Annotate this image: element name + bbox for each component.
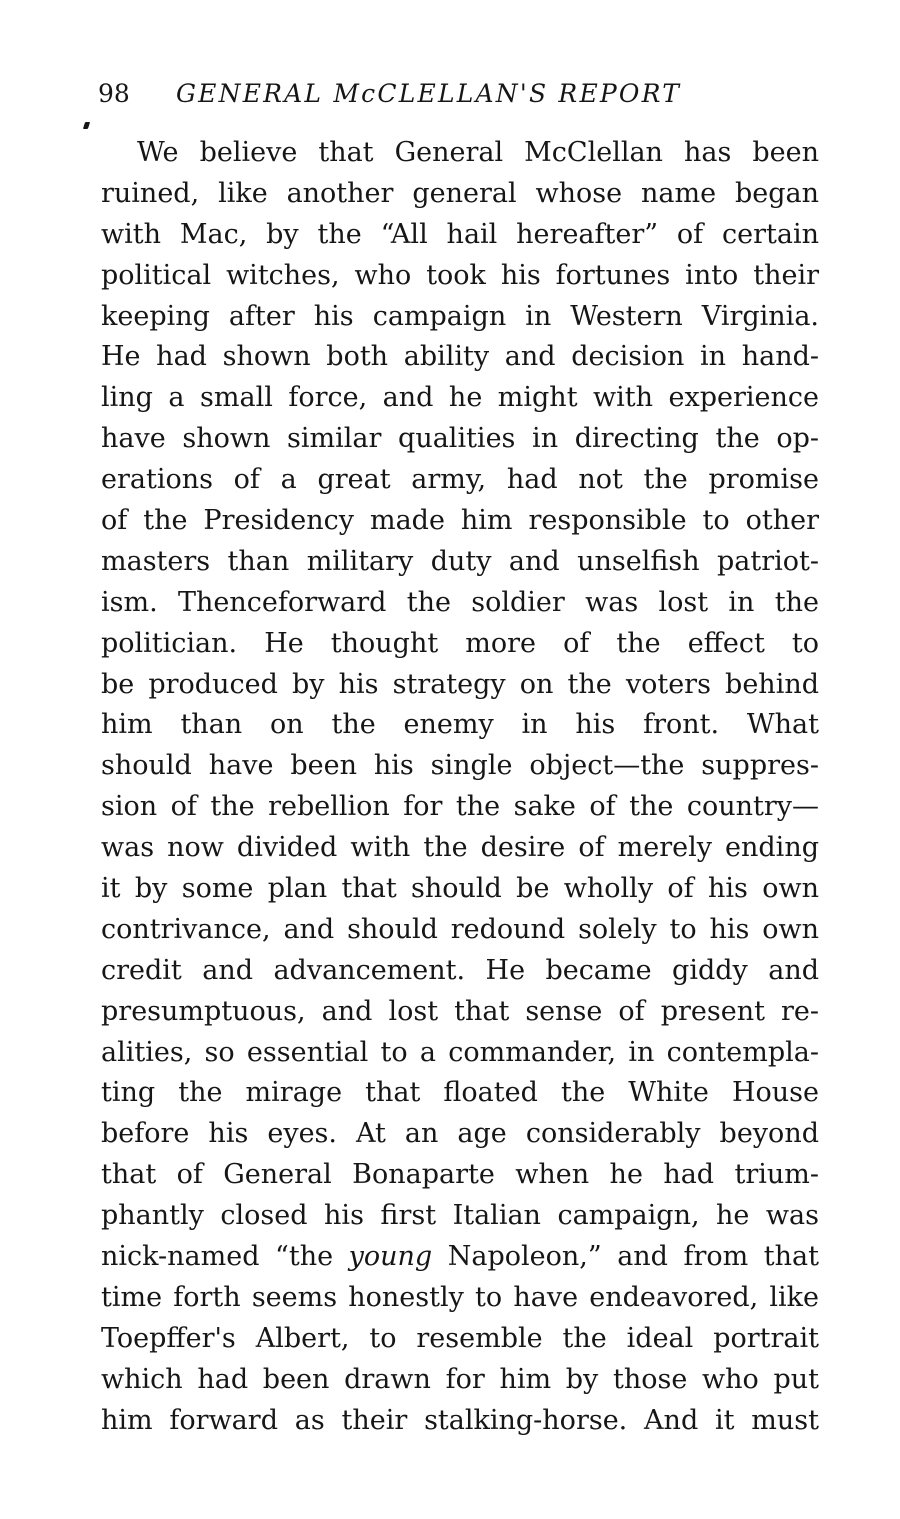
text-line-8: have shown similar qualities in directing the op- xyxy=(101,423,819,455)
text-line-3: with Mac, by the “All hail hereafter” of certain xyxy=(101,218,819,250)
text-line-2: ruined, like another general whose name began xyxy=(101,177,819,209)
text-line-25: before his eyes. At an age considerably beyond xyxy=(101,1118,819,1150)
text-line-5: keeping after his campaign in Western Virginia. xyxy=(101,300,819,332)
page-number: 98 xyxy=(98,79,130,108)
text-line-27: phantly closed his first Italian campaign, he was xyxy=(101,1200,819,1232)
text-line-9: erations of a great army, had not the promise xyxy=(101,464,819,496)
text-line-32: him forward as their stalking-horse. And it must xyxy=(101,1404,819,1436)
text-line-28-before: nick-named “the xyxy=(101,1241,349,1273)
text-line-20: contrivance, and should redound solely to his own xyxy=(101,913,819,945)
text-line-16: should have been his single object—the suppres- xyxy=(101,750,819,782)
text-line-13: politician. He thought more of the effect to xyxy=(101,627,819,659)
text-line-28-after: Napoleon,” and from that xyxy=(432,1241,819,1273)
text-line-15: him than on the enemy in his front. What xyxy=(101,709,819,741)
text-line-29: time forth seems honestly to have endeavored, like xyxy=(101,1281,819,1313)
running-head xyxy=(98,74,738,114)
text-line-11: masters than military duty and unselfish patriot- xyxy=(101,545,819,577)
text-line-4: political witches, who took his fortunes into their xyxy=(101,259,819,291)
text-line-19: it by some plan that should be wholly of his own xyxy=(101,873,819,905)
text-line-30: Toepffer's Albert, to resemble the ideal portrait xyxy=(101,1322,819,1354)
text-line-21: credit and advancement. He became giddy and xyxy=(101,954,819,986)
running-title: GENERAL McCLELLAN'S REPORT xyxy=(176,79,682,108)
text-line-31: which had been drawn for him by those who put xyxy=(101,1363,819,1395)
text-line-14: be produced by his strategy on the voters behind xyxy=(101,668,819,700)
text-line-18: was now divided with the desire of merely ending xyxy=(101,832,819,864)
text-line-10: of the Presidency made him responsible to other xyxy=(101,505,819,537)
text-line-1: We believe that General McClellan has been xyxy=(137,137,819,168)
ink-speck xyxy=(83,122,90,129)
text-line-26: that of General Bonaparte when he had trium- xyxy=(101,1159,819,1191)
text-line-12: ism. Thenceforward the soldier was lost in the xyxy=(101,586,819,618)
text-line-22: presumptuous, and lost that sense of present re- xyxy=(101,995,819,1027)
text-line-28 xyxy=(101,1237,819,1278)
text-line-17: sion of the rebellion for the sake of the country— xyxy=(101,791,819,823)
text-line-23: alities, so essential to a commander, in contempla- xyxy=(101,1036,819,1068)
text-line-7: ling a small force, and he might with experience xyxy=(101,382,819,414)
italic-word: young xyxy=(348,1241,433,1273)
body-paragraph xyxy=(101,133,819,1442)
text-line-24: ting the mirage that floated the White House xyxy=(101,1077,819,1109)
text-line-6: He had shown both ability and decision in hand- xyxy=(101,341,819,373)
